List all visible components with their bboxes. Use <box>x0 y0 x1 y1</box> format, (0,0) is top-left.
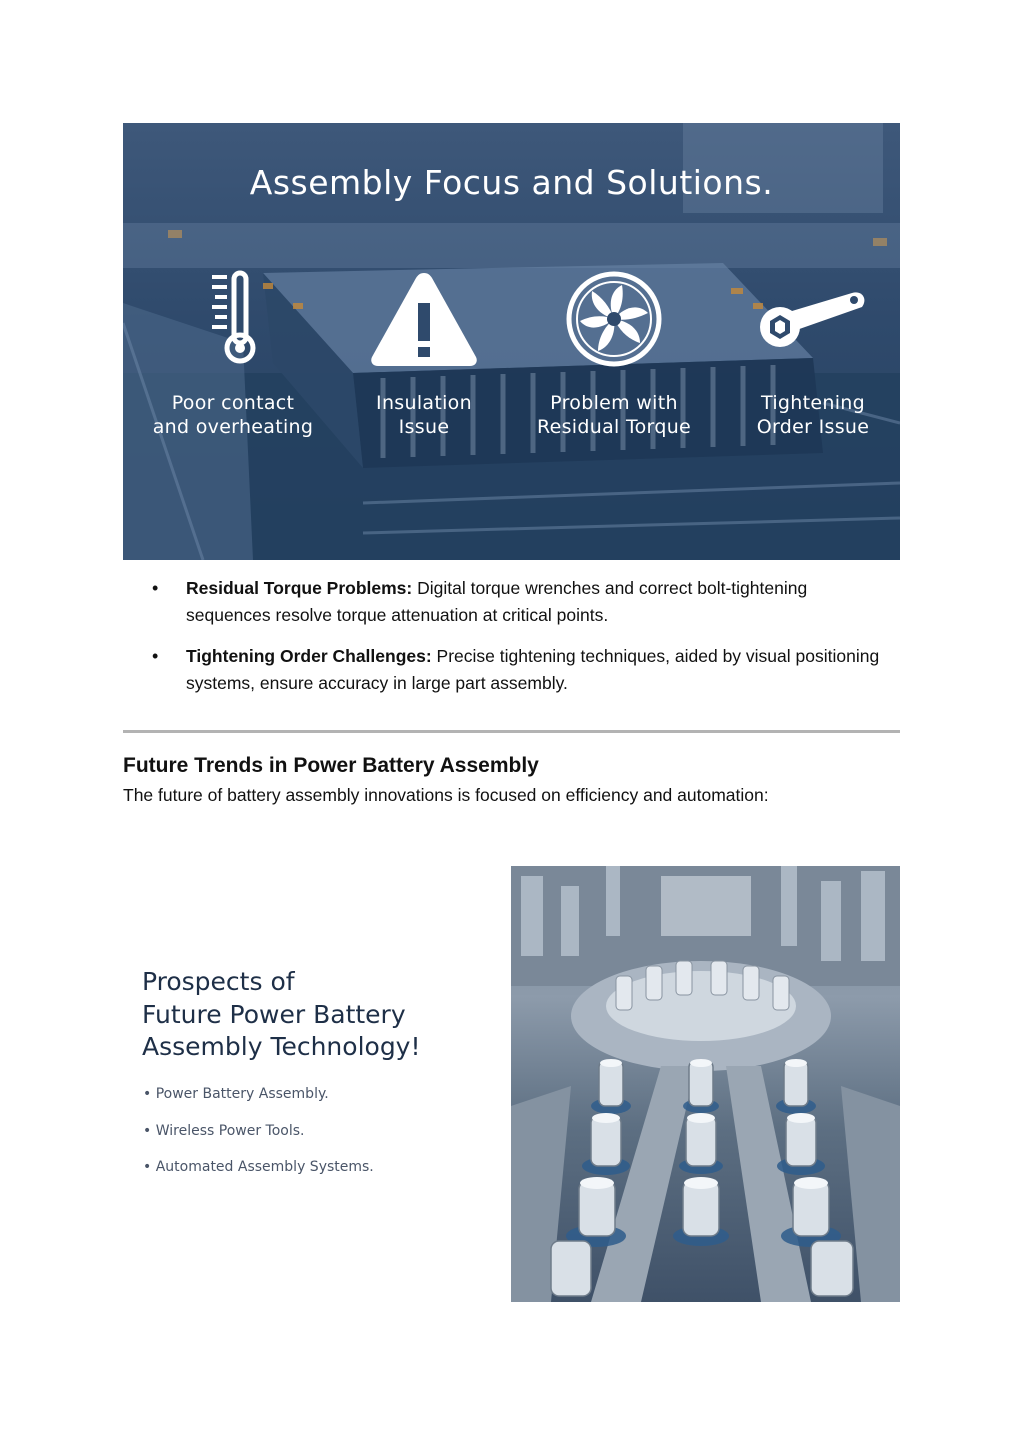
section-intro: The future of battery assembly innovations is focused on efficiency and automation: <box>123 785 769 805</box>
fan-icon <box>564 269 664 373</box>
list-item: • Power Battery Assembly. <box>143 1086 374 1123</box>
wrench-icon <box>758 287 868 357</box>
prospects-title-line: Future Power Battery <box>142 999 406 1029</box>
solutions-list <box>150 575 880 711</box>
prospects-title-line: Prospects of <box>142 967 295 996</box>
prospects-title-line: Assembly Technology! <box>142 1032 421 1061</box>
feature-label: Tightening Order Issue <box>756 392 870 438</box>
list-item: • Wireless Power Tools. <box>143 1123 374 1160</box>
hero-title: Assembly Focus and Solutions. <box>249 163 774 202</box>
prospects-title <box>142 966 492 1064</box>
section-title: Future Trends in Power Battery Assembly <box>123 754 539 777</box>
section-divider <box>123 730 900 733</box>
feature-label: Problem with Residual Torque <box>536 392 692 438</box>
warning-icon <box>368 269 480 373</box>
list-item <box>150 643 880 697</box>
list-item-heading: Tightening Order Challenges: <box>186 646 432 666</box>
list-item <box>150 575 880 629</box>
feature-label: Poor contact and overheating <box>152 392 314 438</box>
list-item-text: Precise tightening techniques, aided by visual positioning systems, ensure accuracy in large part assembly. <box>186 646 880 693</box>
feature-label: Insulation Issue <box>376 392 472 438</box>
prospects-list <box>143 1086 374 1196</box>
battery-machine-photo <box>511 866 900 1302</box>
hero-banner <box>123 123 900 560</box>
list-item-text: Digital torque wrenches and correct bolt-tightening sequences resolve torque attenuation at critical points. <box>186 578 808 625</box>
thermometer-icon <box>203 269 263 373</box>
list-item-heading: Residual Torque Problems: <box>186 578 413 598</box>
list-item: • Automated Assembly Systems. <box>143 1159 374 1196</box>
